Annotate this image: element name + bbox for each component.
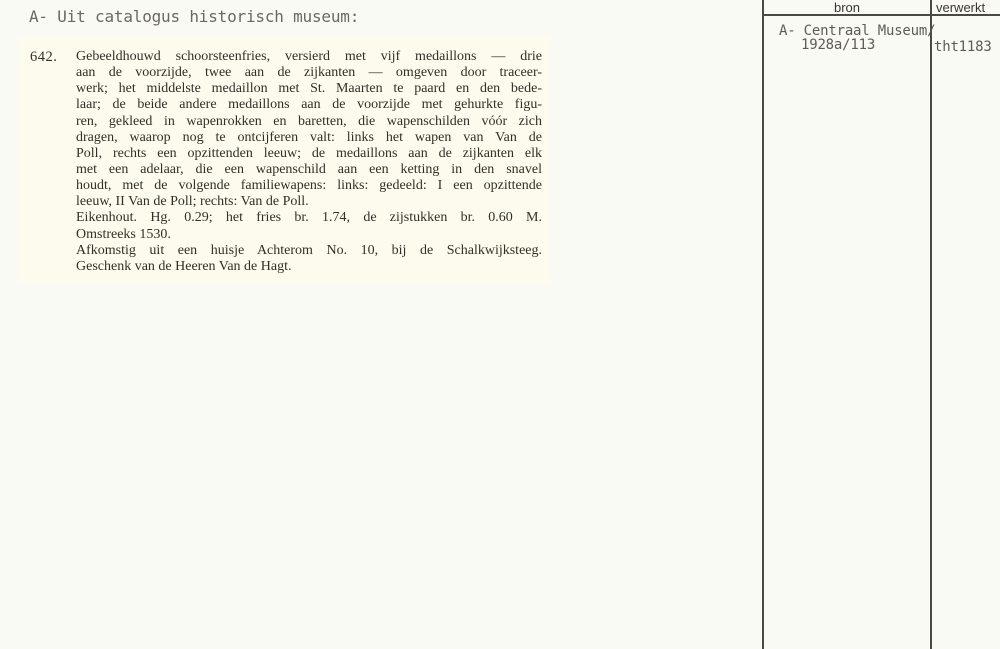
entry-text-line: aan de voorzijde, twee aan de zijkanten — omgeven door traceer- xyxy=(76,65,542,81)
column-header-bron: bron xyxy=(833,0,861,15)
verwerkt-value: tht1183 xyxy=(934,39,992,55)
entry-text-line: Geschenk van de Heeren Van de Hagt. xyxy=(76,258,292,274)
entry-text-line: houdt, met de volgende familiewapens: links: gedeeld: I een opzittende xyxy=(76,178,542,194)
entry-text-line: Afkomstig uit een huisje Achterom No. 10, bij de Schalkwijksteeg. xyxy=(76,242,542,258)
entry-text-line: Poll, rechts een opzittenden leeuw; de medaillons aan de zijkanten elk xyxy=(76,145,542,161)
entry-text-line: Gebeeldhouwd schoorsteenfries, versierd met vijf medaillons — drie xyxy=(76,49,542,64)
entry-text-line: Eikenhout. Hg. 0.29; het fries br. 1.74, de zijstukken br. 0.60 M. xyxy=(76,210,542,226)
entry-text-line: laar; de beide andere medaillons aan de voorzijde met gehurkte figu- xyxy=(76,97,542,113)
bron-value-line2: 1928a/113 xyxy=(801,37,876,53)
entry-text-line: dragen, waarop nog te ontcijferen valt: links het wapen van Van de xyxy=(76,129,542,145)
table-column-divider xyxy=(930,0,932,649)
bron-value-line1: A- Centraal Museum/ xyxy=(779,23,936,39)
column-header-verwerkt: verwerkt xyxy=(936,0,986,15)
entry-text-block xyxy=(76,49,542,275)
entry-text-line: werk; het middelste medaillon met St. Maarten te paard en den bede- xyxy=(76,81,542,97)
entry-text-line: leeuw, II Van de Poll; rechts: Van de Poll. xyxy=(76,194,309,210)
entry-number: 642. xyxy=(30,49,58,65)
entry-text-line: met een adelaar, die een wapenschild aan een ketting in den snavel xyxy=(76,161,542,177)
entry-text-line: Omstreeks 1530. xyxy=(76,226,171,242)
table-border-left xyxy=(762,0,764,649)
typed-section-header: A- Uit catalogus historisch museum: xyxy=(29,7,360,26)
entry-text-line: ren, gekleed in wapenrokken en baretten, die wapenschilden vóór zich xyxy=(76,113,542,129)
